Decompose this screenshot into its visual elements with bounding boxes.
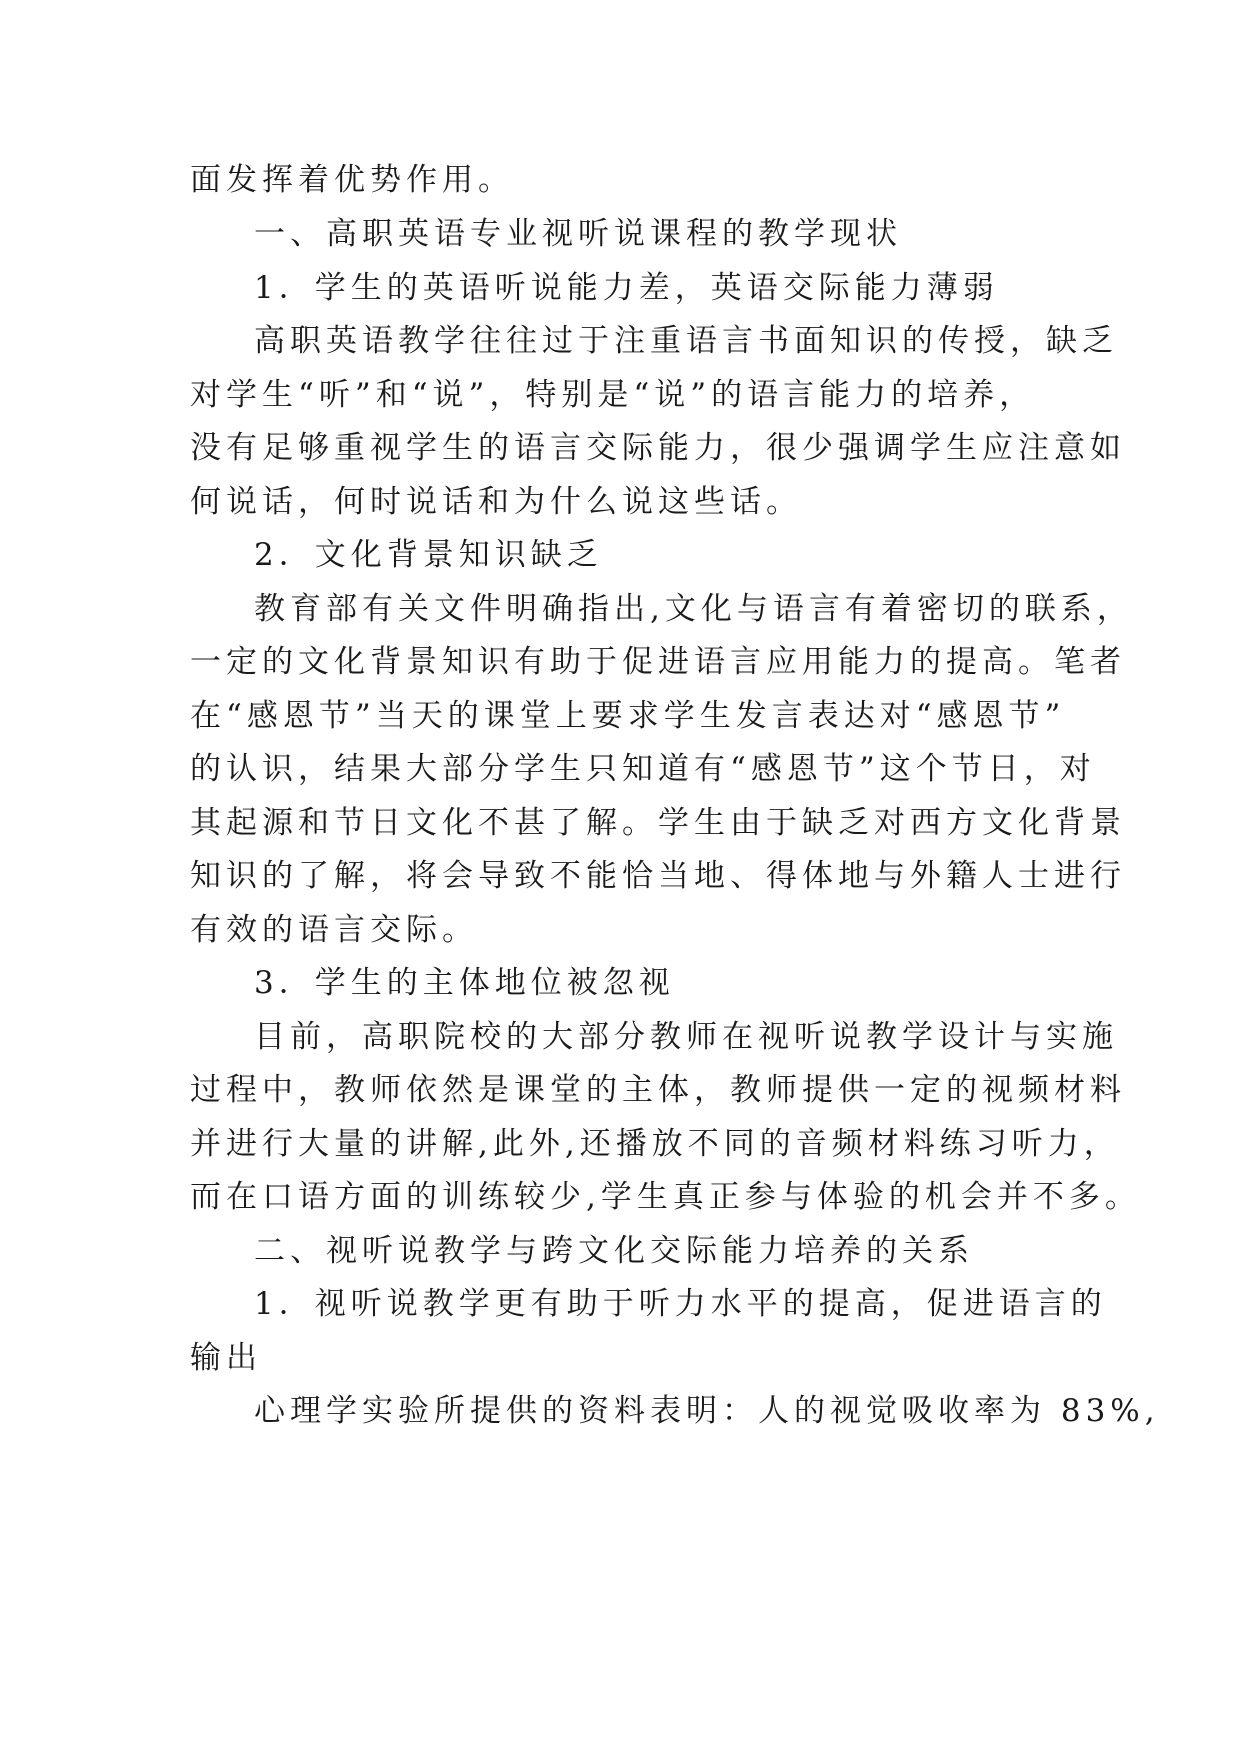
text-line-18: 过程中，教师依然是课堂的主体，教师提供一定的视频材料 <box>190 1072 1126 1108</box>
subheading-2-1: 1．视听说教学更有助于听力水平的提高，促进语言的 <box>254 1286 1107 1322</box>
text-line-1: 面发挥着优势作用。 <box>190 162 514 198</box>
text-line-10: 一定的文化背景知识有助于促进语言应用能力的提高。笔者 <box>190 644 1126 680</box>
text-line-14: 知识的了解，将会导致不能恰当地、得体地与外籍人士进行 <box>190 858 1126 894</box>
text-line-9: 教育部有关文件明确指出,文化与语言有着密切的联系， <box>254 591 1133 627</box>
text-line-12: 的认识，结果大部分学生只知道有“感恩节”这个节日，对 <box>190 751 1096 787</box>
text-line-6: 没有足够重视学生的语言交际能力，很少强调学生应注意如 <box>190 430 1126 466</box>
text-line-15: 有效的语言交际。 <box>190 912 478 948</box>
subheading-1-3: 3．学生的主体地位被忽视 <box>254 965 675 1001</box>
text-line-7: 何说话，何时说话和为什么说这些话。 <box>190 484 802 520</box>
text-line-24: 心理学实验所提供的资料表明：人的视觉吸收率为 83%, <box>254 1393 1160 1429</box>
text-line-17: 目前，高职院校的大部分教师在视听说教学设计与实施 <box>254 1019 1118 1055</box>
text-line-19: 并进行大量的讲解,此外,还播放不同的音频材料练习听力， <box>190 1126 1120 1162</box>
text-line-11: 在“感恩节”当天的课堂上要求学生发言表达对“感恩节” <box>190 698 1066 734</box>
section-heading-2: 二、视听说教学与跨文化交际能力培养的关系 <box>254 1233 974 1269</box>
section-heading-1: 一、高职英语专业视听说课程的教学现状 <box>254 216 902 252</box>
text-line-20: 而在口语方面的训练较少,学生真正参与体验的机会并不多。 <box>190 1179 1141 1215</box>
text-line-13: 其起源和节日文化不甚了解。学生由于缺乏对西方文化背景 <box>190 805 1126 841</box>
subheading-1-2: 2．文化背景知识缺乏 <box>254 537 603 573</box>
text-line-5: 对学生“听”和“说”，特别是“说”的语言能力的培养， <box>190 377 1036 413</box>
text-line-23: 输出 <box>190 1340 262 1376</box>
text-line-4: 高职英语教学往往过于注重语言书面知识的传授，缺乏 <box>254 323 1118 359</box>
subheading-1-1: 1．学生的英语听说能力差，英语交际能力薄弱 <box>254 270 999 306</box>
